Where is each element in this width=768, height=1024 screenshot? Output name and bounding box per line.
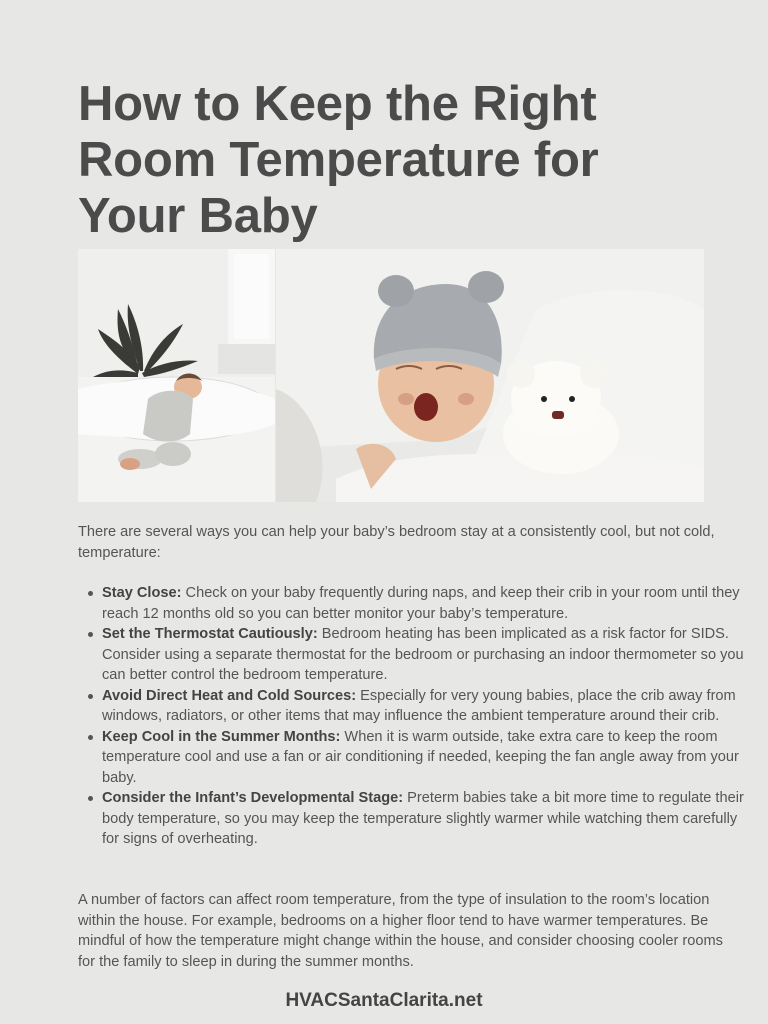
page-title: How to Keep the Right Room Temperature for Your Baby	[78, 77, 599, 243]
list-item	[102, 727, 747, 789]
list-item	[102, 624, 747, 686]
tip-heading: Avoid Direct Heat and Cold Sources:	[102, 687, 357, 704]
closing-paragraph: A number of factors can affect room temperature, from the type of insulation to the room’s location within the house. For example, bedrooms on a higher floor tend to have warmer temperatures. Be mindful of how the temperature might change within the house, and consider choosing cooler rooms for the family to sleep in during the summer months.	[78, 892, 723, 970]
tip-text: Bedroom heating has been implicated as a risk factor for SIDS. Consider using a separate thermostat for the bedroom or purchasing an indoor thermometer so you can better control the bedroom temperature.	[102, 626, 744, 683]
tip-heading: Keep Cool in the Summer Months:	[102, 728, 341, 745]
footer-website: HVACSantaClarita.net	[285, 990, 483, 1011]
list-item	[102, 788, 747, 850]
tip-heading: Consider the Infant’s Developmental Stage:	[102, 790, 404, 806]
tip-heading: Stay Close:	[102, 585, 182, 601]
tip-text: Check on your baby frequently during naps, and keep their crib in your room until they reach 12 months old so you can better monitor your baby’s temperature.	[102, 585, 740, 622]
list-item	[102, 583, 747, 624]
tip-text: Especially for very young babies, place the crib away from windows, radiators, or other items that may influence the ambient temperature around their crib.	[102, 687, 736, 724]
list-item	[102, 686, 747, 727]
tip-heading: Set the Thermostat Cautiously:	[102, 626, 318, 642]
tip-text: Preterm babies take a bit more time to regulate their body temperature, so you may keep the temperature slightly warmer while watching them carefully for signs of overheating.	[102, 790, 744, 847]
intro-paragraph: There are several ways you can help your baby’s bedroom stay at a consistently cool, but not cold, temperature:	[78, 524, 715, 561]
baby-sleeping-on-pillow-photo	[78, 249, 275, 502]
yawning-baby-with-teddy-bear-photo	[276, 249, 704, 502]
tips-list	[78, 583, 747, 850]
tip-text: When it is warm outside, take extra care to keep the room temperature cool and use a fan or air conditioning if needed, keeping the fan angle away from your baby.	[102, 728, 739, 786]
